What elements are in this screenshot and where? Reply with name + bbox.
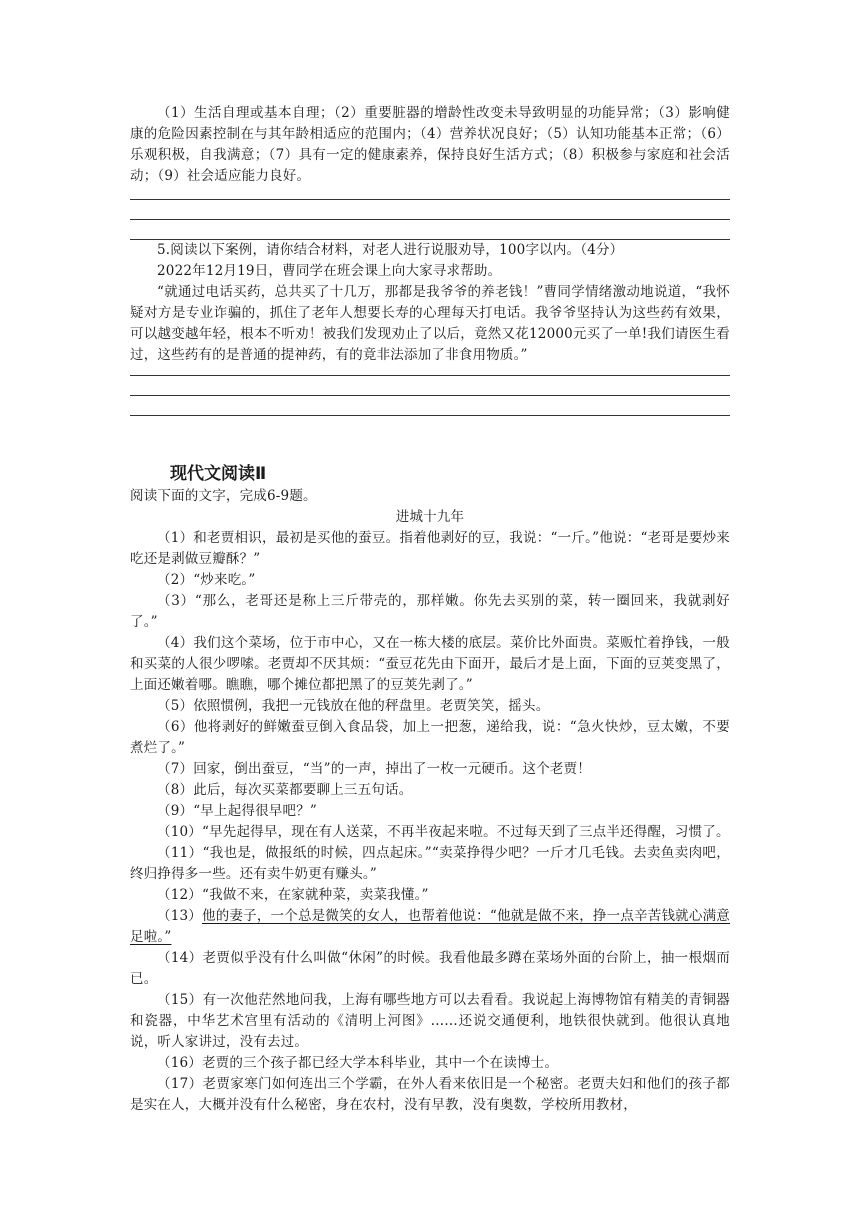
question-5-case-line: 2022年12月19日，曹同学在班会课上向大家寻求帮助。	[157, 263, 502, 279]
article-paragraph: （17）老贾家寒门如何连出三个学霸，在外人看来依旧是一个秘密。老贾夫妇和他们的孩子都是实在人，大概并没有什么秘密，身在农村，没有早教，没有奥数，学校所用教材，	[130, 1076, 730, 1113]
article-paragraph: （3）“那么，老哥还是称上三斤带壳的，那样嫩。你先去买别的菜，转一圈回来，我就剥好了。”	[130, 593, 730, 630]
health-criteria-paragraph: （1）生活自理或基本自理；（2）重要脏器的增龄性改变未导致明显的功能异常；（3）影响健康的危险因素控制在与其年龄相适应的范围内；（4）营养状况良好；（5）认知功能基本正常；（6）乐观积极，自我满意；（7）具有一定的健康素养，保持良好生活方式；（8）积极参与家庭和社会活动；（9）社会适应能力良好。	[130, 105, 730, 184]
answer-line	[130, 395, 730, 396]
underlined-sentence: 他的妻子，一个总是微笑的女人，也帮着他说：“他就是做不来，挣一点辛苦钱就心满意足啦。”	[130, 908, 731, 945]
section-heading: 现代文阅读Ⅱ	[170, 464, 267, 484]
answer-lines-q4	[130, 199, 730, 240]
answer-line	[130, 375, 730, 376]
answer-line	[130, 415, 730, 416]
article-paragraph: （14）老贾似乎没有什么叫做“休闲”的时候。我看他最多蹲在菜场外面的台阶上，抽一根烟而已。	[130, 950, 730, 987]
answer-line	[130, 199, 730, 200]
article-title: 进城十九年	[395, 509, 465, 525]
article-paragraph: （9）“早上起得很早吧？”	[157, 803, 317, 819]
article-paragraph: （11）“我也是，做报纸的时候，四点起床。”“卖菜挣得少吧？一斤才几毛钱。去卖鱼卖肉吧，终归挣得多一些。还有卖牛奶更有赚头。”	[130, 845, 730, 882]
article-paragraph: （1）和老贾相识，最初是买他的蚕豆。指着他剥好的豆，我说：“一斤。”他说：“老哥是要炒来吃还是剥做豆瓣酥？”	[130, 530, 730, 567]
section-instruction: 阅读下面的文字，完成6-9题。	[130, 488, 317, 504]
article-paragraph: （6）他将剥好的鲜嫩蚕豆倒入食品袋，加上一把葱，递给我，说：“急火快炒，豆太嫩，不要煮烂了。”	[130, 719, 730, 756]
article-paragraph-13	[130, 906, 730, 948]
article-paragraph: （8）此后，每次买菜都要聊上三五句话。	[157, 782, 413, 798]
paragraph-number: （13）	[157, 908, 203, 924]
article-paragraph: （15）有一次他茫然地问我，上海有哪些地方可以去看看。我说起上海博物馆有精美的青铜器和瓷器，中华艺术宫里有活动的《清明上河图》……还说交通便利，地铁很快就到。他很认真地说，听人家讲过，没有去过。	[130, 992, 730, 1050]
article-paragraph: （7）回家，倒出蚕豆，“当”的一声，掉出了一枚一元硬币。这个老贾！	[157, 761, 591, 777]
question-5-case-quote: “就通过电话买药，总共买了十几万，那都是我爷爷的养老钱！”曹同学情绪激动地说道，“我怀疑对方是专业诈骗的，抓住了老年人想要长寿的心理每天打电话。我爷爷坚持认为这些药有效果，可以越变越年轻，根本不听劝！被我们发现劝止了以后，竟然又花12000元买了一单!我们请医生看过，这些药有的是普通的提神药，有的竟非法添加了非食用物质。”	[130, 284, 730, 363]
question-5-prompt: 5.阅读以下案例，请你结合材料，对老人进行说服劝导，100字以内。（4分）	[157, 242, 624, 258]
article-paragraph: （4）我们这个菜场，位于市中心，又在一栋大楼的底层。菜价比外面贵。菜贩忙着挣钱，一般和买菜的人很少啰嗦。老贾却不厌其烦：“蚕豆花先由下面开，最后才是上面，下面的豆荚变黑了，上面还嫩着哪。瞧瞧，哪个摊位都把黑了的豆荚先剥了。”	[130, 635, 730, 693]
answer-lines-q5	[130, 375, 730, 416]
article-paragraph: （12）“我做不来，在家就种菜，卖菜我懂。”	[157, 887, 429, 903]
article-paragraph: （2）“炒来吃。”	[157, 572, 256, 588]
answer-line	[130, 219, 730, 220]
article-paragraph: （5）依照惯例，我把一元钱放在他的秤盘里。老贾笑笑，摇头。	[157, 698, 550, 714]
article-paragraph: （16）老贾的三个孩子都已经大学本科毕业，其中一个在读博士。	[157, 1055, 559, 1071]
article-paragraph: （10）“早先起得早，现在有人送菜，不再半夜起来啦。不过每天到了三点半还得醒，习惯了。	[157, 824, 730, 840]
